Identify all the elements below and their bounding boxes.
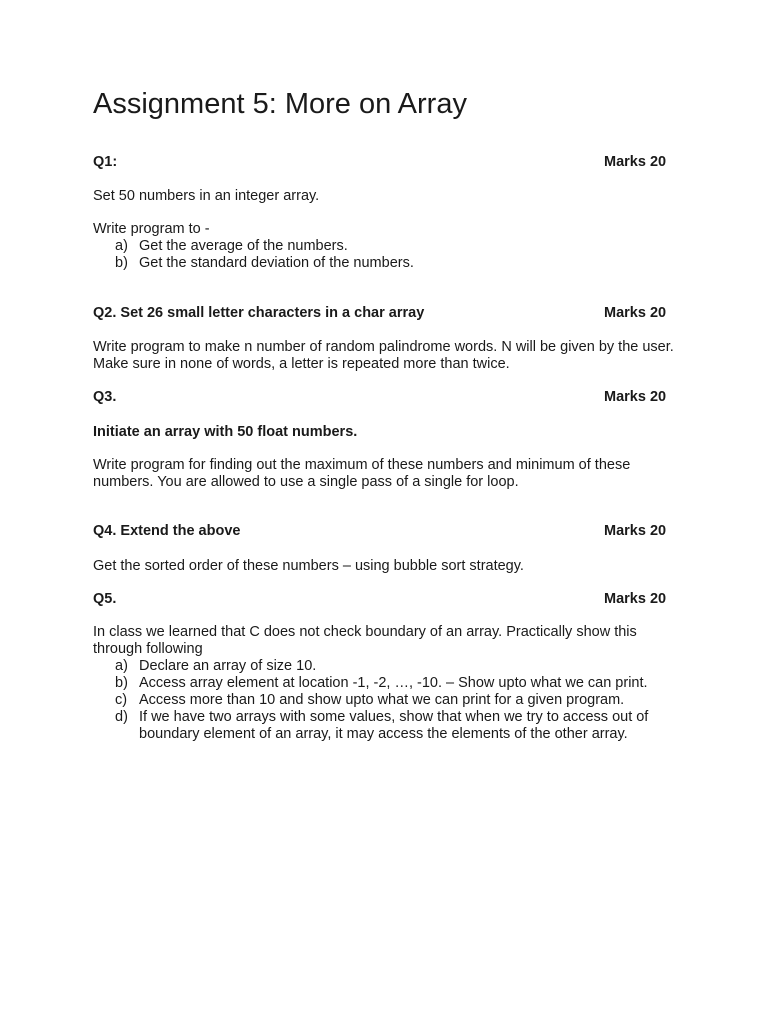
list-item-text: Access more than 10 and show upto what we can print for a given program. — [139, 692, 625, 708]
q1-write-prompt: Write program to - — [93, 221, 210, 237]
list-marker: c) — [115, 692, 128, 708]
list-item — [93, 675, 678, 692]
q4-body: Get the sorted order of these numbers – using bubble sort strategy. — [93, 558, 524, 574]
list-marker: b) — [115, 675, 128, 691]
q2-heading: Q2. Set 26 small letter characters in a char array — [93, 305, 425, 321]
list-marker: d) — [115, 709, 128, 725]
list-marker: a) — [115, 238, 128, 254]
q1-marks: Marks 20 — [604, 154, 667, 170]
q4-marks: Marks 20 — [604, 523, 667, 539]
list-item — [93, 238, 678, 255]
list-item-text: Get the standard deviation of the numbers. — [139, 255, 414, 271]
page-title: Assignment 5: More on Array — [93, 88, 467, 120]
list-item — [93, 658, 678, 675]
q3-heading: Q3. — [93, 389, 117, 405]
q1-list — [93, 238, 678, 272]
list-marker: a) — [115, 658, 128, 674]
q4-heading: Q4. Extend the above — [93, 523, 241, 539]
q5-marks: Marks 20 — [604, 591, 667, 607]
list-item-text: Declare an array of size 10. — [139, 658, 317, 674]
list-marker: b) — [115, 255, 128, 271]
q5-list — [93, 658, 678, 743]
q2-marks: Marks 20 — [604, 305, 667, 321]
list-item-text: Access array element at location -1, -2, …, -10. – Show upto what we can print. — [139, 675, 648, 691]
q5-body: In class we learned that C does not check boundary of an array. Practically show this through following — [93, 624, 637, 657]
q1-intro: Set 50 numbers in an integer array. — [93, 188, 320, 204]
list-item-text: Get the average of the numbers. — [139, 238, 348, 254]
list-item — [93, 692, 678, 709]
q2-body: Write program to make n number of random palindrome words. N will be given by the user. Make sure in none of words, a letter is repeated more than twice. — [93, 339, 674, 372]
list-item — [93, 255, 678, 272]
list-item-text: If we have two arrays with some values, show that when we try to access out of boundary element of an array, it may access the elements of the other array. — [139, 709, 649, 742]
q3-subheading: Initiate an array with 50 float numbers. — [93, 424, 358, 440]
list-item — [93, 709, 678, 743]
q3-marks: Marks 20 — [604, 389, 667, 405]
q1-heading: Q1: — [93, 154, 118, 170]
q3-body: Write program for finding out the maximum of these numbers and minimum of these numbers. You are allowed to use a single pass of a single for loop. — [93, 457, 631, 490]
q5-heading: Q5. — [93, 591, 117, 607]
